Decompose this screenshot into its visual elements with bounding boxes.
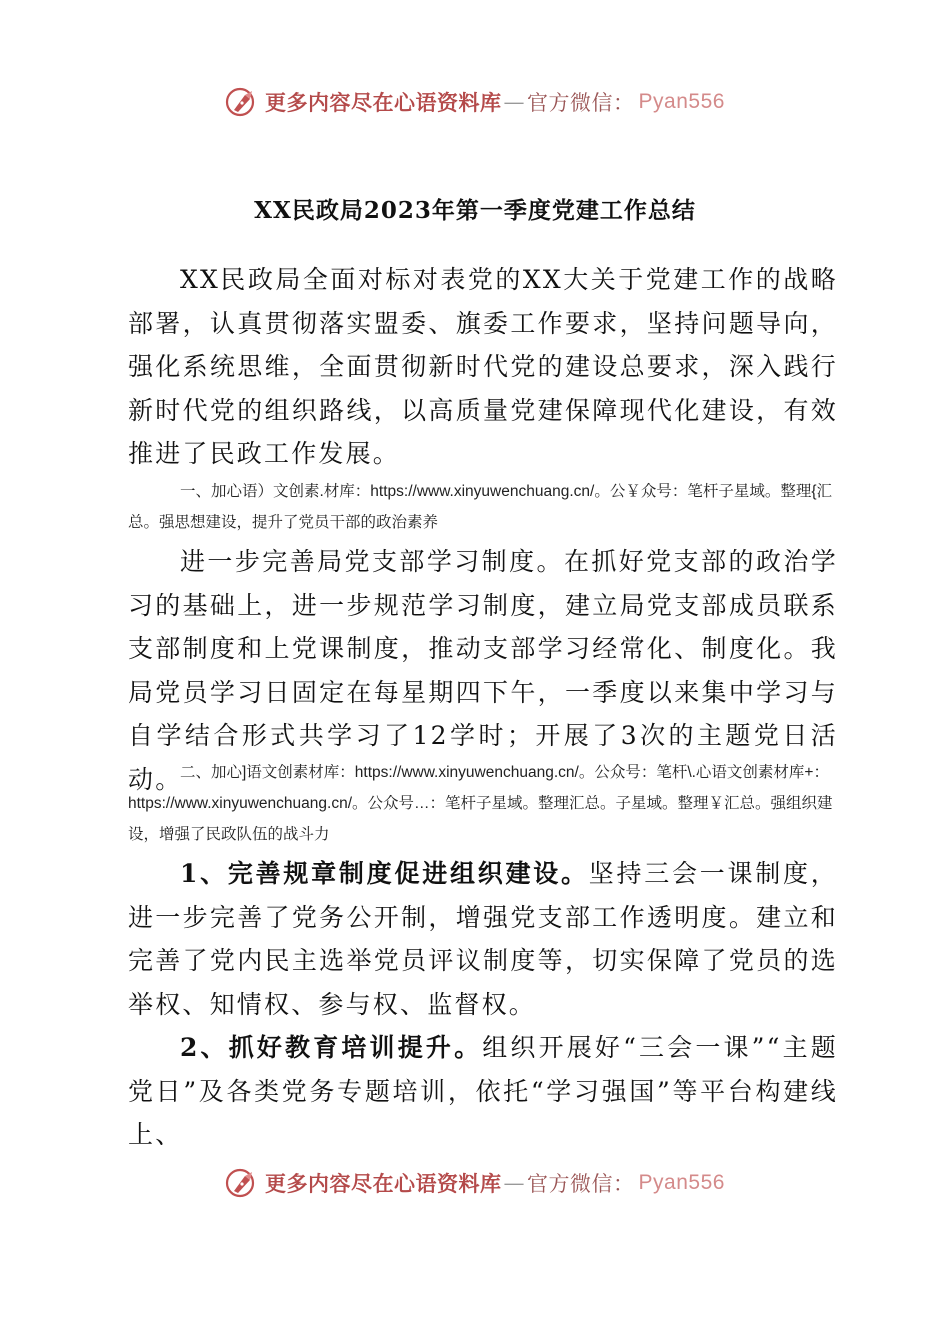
pen-nib-logo-icon [225, 85, 259, 119]
section-two-note: 二、加心]语文创素材库：https://www.xinyuwenchuang.cn/。公众号：笔杆\.心语文创素材库+：https://www.xinyuwenchuang.cn/。公众号…：笔杆子星域。整理汇总。子星域。整理￥汇总。强组织建设，增强了民政队伍的战斗力 [128, 764, 833, 843]
watermark-banner-top [0, 82, 950, 122]
watermark-suffix: 官方微信： [527, 91, 635, 115]
item-one-text: 坚持三会一课制度，进一步完善了党务公开制，增强党支部工作透明度。建立和完善了党内民主选举党员评议制度等，切实保障了党员的选举权、知情权、参与权、监督权。 [128, 859, 838, 1019]
watermark-brand: 更多内容尽在心语资料库 [265, 1171, 502, 1196]
intro-paragraph: XX民政局全面对标对表党的XX大关于党建工作的战略部署，认真贯彻落实盟委、旗委工作要求，坚持问题导向，强化系统思维，全面贯彻新时代党的建设总要求，深入践行新时代党的组织路线，以高质量党建保障现代化建设，有效推进了民政工作发展。 [128, 265, 838, 469]
watermark-wechat-id: Pyan556 [638, 90, 725, 113]
watermark-banner-bottom [0, 1163, 950, 1203]
watermark-brand: 更多内容尽在心语资料库 [265, 90, 502, 115]
item-two-text: 组织开展好“三会一课”“主题党日”及各类党务专题培训，依托“学习强国”等平台构建线上、 [128, 1033, 838, 1150]
item-one-paragraph [128, 852, 838, 1026]
study-system-paragraph: 进一步完善局党支部学习制度。在抓好党支部的政治学习的基础上，进一步规范学习制度，建立局党支部成员联系支部制度和上党课制度，推动支部学习经常化、制度化。我局党员学习日固定在每星期四下午，一季度以来集中学习与自学结合形式共学习了12学时；开展了3次的主题党日活动。 [128, 547, 838, 794]
watermark-suffix: 官方微信： [527, 1172, 635, 1196]
watermark-wechat-id: Pyan556 [638, 1171, 725, 1194]
item-two-paragraph [128, 1026, 838, 1157]
watermark-dash: — [503, 90, 526, 114]
pen-nib-logo-icon [225, 1166, 259, 1200]
document-title: XX民政局2023年第一季度党建工作总结 [254, 197, 696, 224]
watermark-dash: — [503, 1171, 526, 1195]
item-two-heading: 2、抓好教育培训提升。 [180, 1033, 483, 1062]
item-one-heading: 1、完善规章制度促进组织建设。 [180, 859, 589, 888]
section-one-note: 一、加心语）文创素.材库：https://www.xinyuwenchuang.cn/。公￥众号：笔杆子星域。整理{汇总。强思想建设，提升了党员干部的政治素养 [128, 483, 832, 531]
